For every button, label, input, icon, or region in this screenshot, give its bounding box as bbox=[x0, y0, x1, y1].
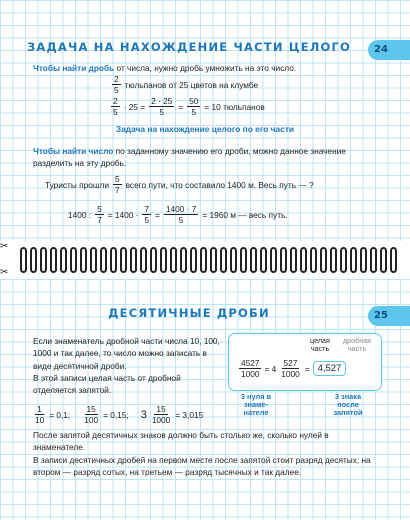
page-title: ЗАДАЧА НА НАХОЖДЕНИЕ ЧАСТИ ЦЕЛОГО bbox=[26, 40, 352, 54]
decimal-result: 4,527 bbox=[313, 361, 347, 376]
problem: Туристы прошли $\frac{5}{7}$ всего пути, что составило 1400 м. Весь путь — ? bbox=[45, 174, 314, 195]
spiral-ring bbox=[230, 247, 237, 273]
scissors-icon: ✂ bbox=[0, 241, 9, 252]
spiral-ring bbox=[140, 247, 147, 273]
spiral-ring bbox=[100, 247, 107, 273]
decimal-examples: $\frac{1}{10}$ = 0,1; $\frac{15}{100}$ = 0,15; 3 $\frac{15}{1000}$ = 3,015 bbox=[35, 404, 204, 425]
spiral-ring bbox=[190, 247, 197, 273]
spiral-ring bbox=[280, 247, 287, 273]
spiral-ring bbox=[160, 247, 167, 273]
spiral-ring bbox=[80, 247, 87, 273]
spiral-ring bbox=[270, 247, 277, 273]
spiral-ring bbox=[60, 247, 67, 273]
spiral-ring bbox=[90, 247, 97, 273]
spiral-ring bbox=[360, 247, 367, 273]
rule-whole-from-part: Чтобы найти число по заданному значению его дроби, можно данное значение разделить на эту дробь. bbox=[33, 146, 346, 169]
box-equation: $\frac{4527}{1000}$ = 4 $\frac{527}{1000}$ = 4,527 bbox=[239, 358, 346, 379]
example-2: $\frac{2}{5}$ · 25 = $\frac{2 \cdot 25}{5}$ = $\frac{50}{5}$ = 10 тюльпанов bbox=[113, 96, 265, 117]
decimal-example-box bbox=[228, 333, 382, 391]
spiral-ring bbox=[110, 247, 117, 273]
spiral-ring bbox=[300, 247, 307, 273]
spiral-ring bbox=[50, 247, 57, 273]
spiral-ring bbox=[290, 247, 297, 273]
spiral-ring bbox=[150, 247, 157, 273]
solution: 1400 : $\frac{5}{7}$ = 1400 · $\frac{7}{5}$ = $\frac{1400 \cdot 7}{5}$ = 1960 м — весь путь. bbox=[68, 204, 288, 225]
spiral-ring bbox=[310, 247, 317, 273]
spiral-ring bbox=[130, 247, 137, 273]
spiral-ring bbox=[260, 247, 267, 273]
places-rule: В записи десятичных дробей на первом месте после запятой стоит разряд десятых, на втором — разряд сотых, на третьем — разряд тысячных и так далее. bbox=[33, 455, 371, 478]
spiral-ring bbox=[390, 247, 397, 273]
spiral-ring bbox=[240, 247, 247, 273]
digits-rule: После запятой десятичных знаков должно быть столько же, сколько нулей в знаменателе. bbox=[33, 430, 329, 453]
spiral-ring bbox=[220, 247, 227, 273]
spiral-binding bbox=[0, 241, 410, 279]
page-24 bbox=[0, 0, 410, 241]
digits-note: 3 знака после запятой bbox=[333, 392, 363, 417]
spiral-ring bbox=[170, 247, 177, 273]
rule-fraction-of-number: Чтобы найти дробь от числа, нужно дробь умножить на это число. bbox=[33, 63, 297, 73]
example-1: $\frac{2}{5}$ тюльпанов от 25 цветов на клумбе bbox=[114, 74, 259, 95]
spiral-ring bbox=[40, 247, 47, 273]
spiral-ring bbox=[210, 247, 217, 273]
zeros-note: 3 нуля в знаме-нателе bbox=[240, 392, 272, 417]
spiral-ring bbox=[120, 247, 127, 273]
spiral-ring bbox=[370, 247, 377, 273]
spiral-ring bbox=[180, 247, 187, 273]
page-25 bbox=[0, 279, 410, 520]
decimal-rule: Если знаменатель дробной части числа 10, 100, 1000 и так далее, то число можно записать в виде десятичной дроби. bbox=[33, 336, 220, 371]
spiral-ring bbox=[380, 247, 387, 273]
spiral-ring bbox=[320, 247, 327, 273]
subtitle: Задача на нахождение целого по его части bbox=[115, 124, 295, 134]
spiral-ring bbox=[30, 247, 37, 273]
scissors-icon: ✂ bbox=[0, 267, 9, 278]
spiral-ring bbox=[20, 247, 27, 273]
page-number: 24 bbox=[368, 40, 410, 60]
spiral-ring bbox=[200, 247, 207, 273]
whole-part-label: целая часть bbox=[310, 336, 330, 353]
spiral-ring bbox=[70, 247, 77, 273]
spiral-ring bbox=[330, 247, 337, 273]
page-number: 25 bbox=[368, 306, 410, 326]
fraction-part-label: дробная часть bbox=[342, 336, 372, 353]
comma-rule: В этой записи целая часть от дробной отделяется запятой. bbox=[33, 373, 181, 396]
spiral-ring bbox=[250, 247, 257, 273]
spiral-ring bbox=[350, 247, 357, 273]
spiral-ring bbox=[340, 247, 347, 273]
page-title: ДЕСЯТИЧНЫЕ ДРОБИ bbox=[108, 306, 270, 320]
